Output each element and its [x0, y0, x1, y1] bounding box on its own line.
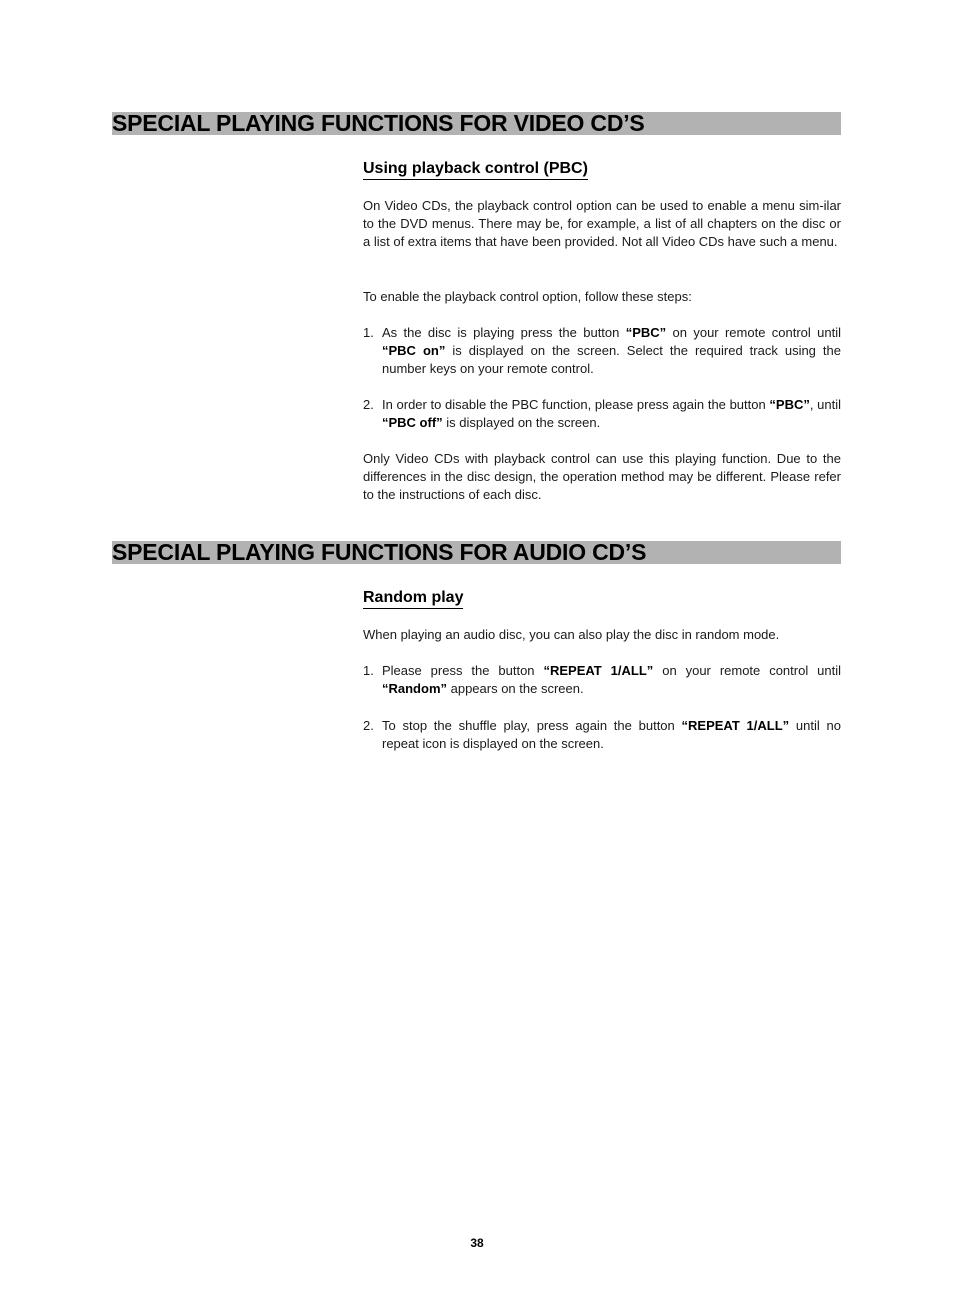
step-text: until no repeat icon is displayed on the screen. — [382, 718, 841, 752]
step-text: Please press the button — [382, 663, 544, 678]
step-key-label: “PBC off” — [382, 415, 443, 431]
list-number: 1. — [363, 663, 374, 678]
paragraph-pbc-note: Only Video CDs with playback control can use this playing function. Due to the differences in the disc design, the operation method may be different. Please refer to the instructions of each disc. — [363, 451, 841, 503]
step-text: is displayed on the screen. — [442, 415, 601, 431]
paragraph-pbc-steps-intro: To enable the playback control option, follow these steps: — [363, 289, 692, 304]
step-key-label: “PBC” — [769, 397, 810, 412]
subheading-random-play: Random play — [363, 588, 463, 609]
step-text: , until — [809, 397, 841, 412]
list-number: 2. — [363, 397, 374, 412]
step-key-label: “PBC on” — [382, 343, 446, 359]
subheading-pbc: Using playback control (PBC) — [363, 159, 588, 180]
section-title-video-cd: SPECIAL PLAYING FUNCTIONS FOR VIDEO CD’S — [112, 110, 645, 136]
step-key-label: “REPEAT 1/ALL” — [681, 718, 790, 733]
step-text: on your remote control until — [653, 663, 841, 678]
step-text: appears on the screen. — [447, 681, 584, 697]
page-number: 38 — [470, 1236, 484, 1250]
step-text: To stop the shuffle play, press again the button — [382, 718, 682, 733]
list-item-random-step-2 — [363, 717, 841, 753]
list-item-pbc-step-1 — [363, 324, 841, 378]
step-key-label: “PBC” — [625, 325, 667, 340]
paragraph-random-intro: When playing an audio disc, you can also play the disc in random mode. — [363, 627, 780, 642]
list-body — [382, 396, 841, 432]
list-number: 2. — [363, 718, 374, 733]
list-body — [382, 324, 841, 378]
list-number: 1. — [363, 325, 374, 340]
list-body — [382, 662, 841, 698]
step-key-label: “REPEAT 1/ALL” — [543, 663, 654, 678]
step-key-label: “Random” — [382, 681, 447, 697]
list-body — [382, 717, 841, 753]
step-text: on your remote control until — [666, 325, 841, 340]
paragraph-pbc-intro: On Video CDs, the playback control option can be used to enable a menu sim-ilar to the DVD menus. There may be, for example, a list of all chapters on the disc or a list of extra items that have been provided. Not all Video CDs have such a menu. — [363, 198, 841, 250]
list-item-random-step-1 — [363, 662, 841, 698]
section-title-audio-cd: SPECIAL PLAYING FUNCTIONS FOR AUDIO CD’S — [112, 539, 647, 565]
step-text: is displayed on the screen. Select the required track using the number keys on your remote control. — [382, 343, 841, 377]
step-text: In order to disable the PBC function, please press again the button — [382, 397, 770, 412]
step-text: As the disc is playing press the button — [382, 325, 626, 340]
list-item-pbc-step-2 — [363, 396, 841, 432]
